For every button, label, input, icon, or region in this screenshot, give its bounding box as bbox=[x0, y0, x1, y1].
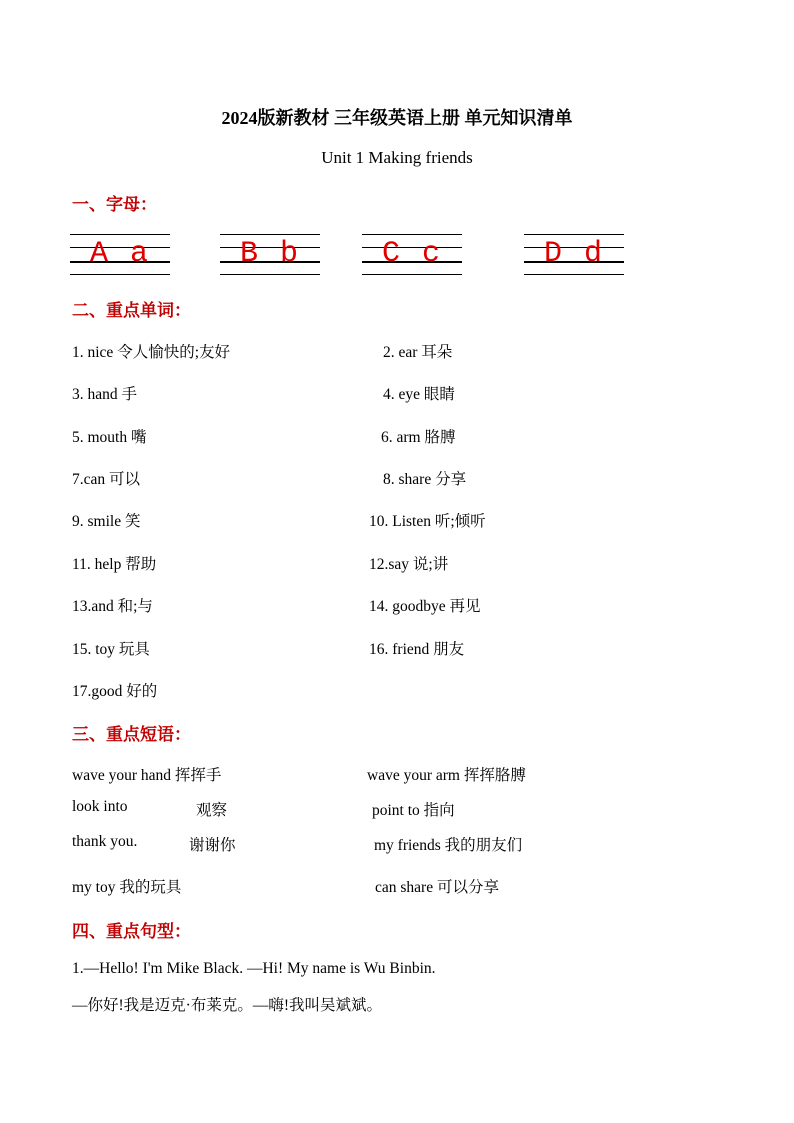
phrase-item: can share 可以分享 bbox=[375, 879, 499, 896]
section-heading-letters: 一、字母： bbox=[72, 195, 157, 214]
word-item: 10. Listen 听;倾听 bbox=[369, 513, 486, 530]
letter-pair-d bbox=[524, 234, 624, 276]
word-item: 1. nice 令人愉快的;友好 bbox=[72, 344, 230, 361]
phrase-item: thank you. bbox=[72, 833, 138, 850]
letter-pair-b-text: B b bbox=[239, 237, 300, 271]
sentence-english: 1.—Hello! I'm Mike Black. —Hi! My name is Wu Binbin. bbox=[72, 960, 436, 977]
section-heading-phrases: 三、重点短语： bbox=[72, 725, 191, 744]
section-heading-words: 二、重点单词： bbox=[72, 301, 191, 320]
word-item: 4. eye 眼睛 bbox=[383, 386, 455, 403]
word-item: 7.can 可以 bbox=[72, 471, 141, 488]
word-item: 3. hand 手 bbox=[72, 386, 138, 403]
letter-pair-a bbox=[70, 234, 170, 276]
phrase-item: look into bbox=[72, 798, 128, 815]
letter-pair-d-text: D d bbox=[543, 237, 604, 271]
word-item: 13.and 和;与 bbox=[72, 598, 153, 615]
letter-pair-b bbox=[220, 234, 320, 276]
word-item: 15. toy 玩具 bbox=[72, 641, 150, 658]
sentence-chinese: —你好!我是迈克·布莱克。—嗨!我叫吴斌斌。 bbox=[72, 997, 382, 1014]
word-item: 16. friend 朋友 bbox=[369, 641, 465, 658]
letter-pair-a-text: A a bbox=[89, 237, 150, 271]
word-item: 6. arm 胳膊 bbox=[381, 429, 456, 446]
phrase-meaning: 观察 bbox=[196, 802, 228, 819]
word-item: 11. help 帮助 bbox=[72, 556, 157, 573]
word-item: 9. smile 笑 bbox=[72, 513, 141, 530]
phrase-item: wave your arm 挥挥胳膊 bbox=[367, 767, 526, 784]
phrase-item: wave your hand 挥挥手 bbox=[72, 767, 222, 784]
word-item: 8. share 分享 bbox=[383, 471, 467, 488]
word-item: 14. goodbye 再见 bbox=[369, 598, 481, 615]
phrase-item: my toy 我的玩具 bbox=[72, 879, 182, 896]
word-item: 2. ear 耳朵 bbox=[383, 344, 453, 361]
letter-pair-c bbox=[362, 234, 462, 276]
word-item: 17.good 好的 bbox=[72, 683, 158, 700]
letter-pair-c-text: C c bbox=[381, 237, 442, 271]
phrase-item: my friends 我的朋友们 bbox=[374, 837, 523, 854]
unit-subtitle: Unit 1 Making friends bbox=[321, 148, 473, 167]
phrase-item: point to 指向 bbox=[372, 802, 455, 819]
word-item: 5. mouth 嘴 bbox=[72, 429, 147, 446]
phrase-meaning: 谢谢你 bbox=[189, 837, 236, 854]
page-title: 2024版新教材 三年级英语上册 单元知识清单 bbox=[221, 108, 573, 128]
word-item: 12.say 说;讲 bbox=[369, 556, 449, 573]
section-heading-sentences: 四、重点句型： bbox=[72, 922, 191, 941]
